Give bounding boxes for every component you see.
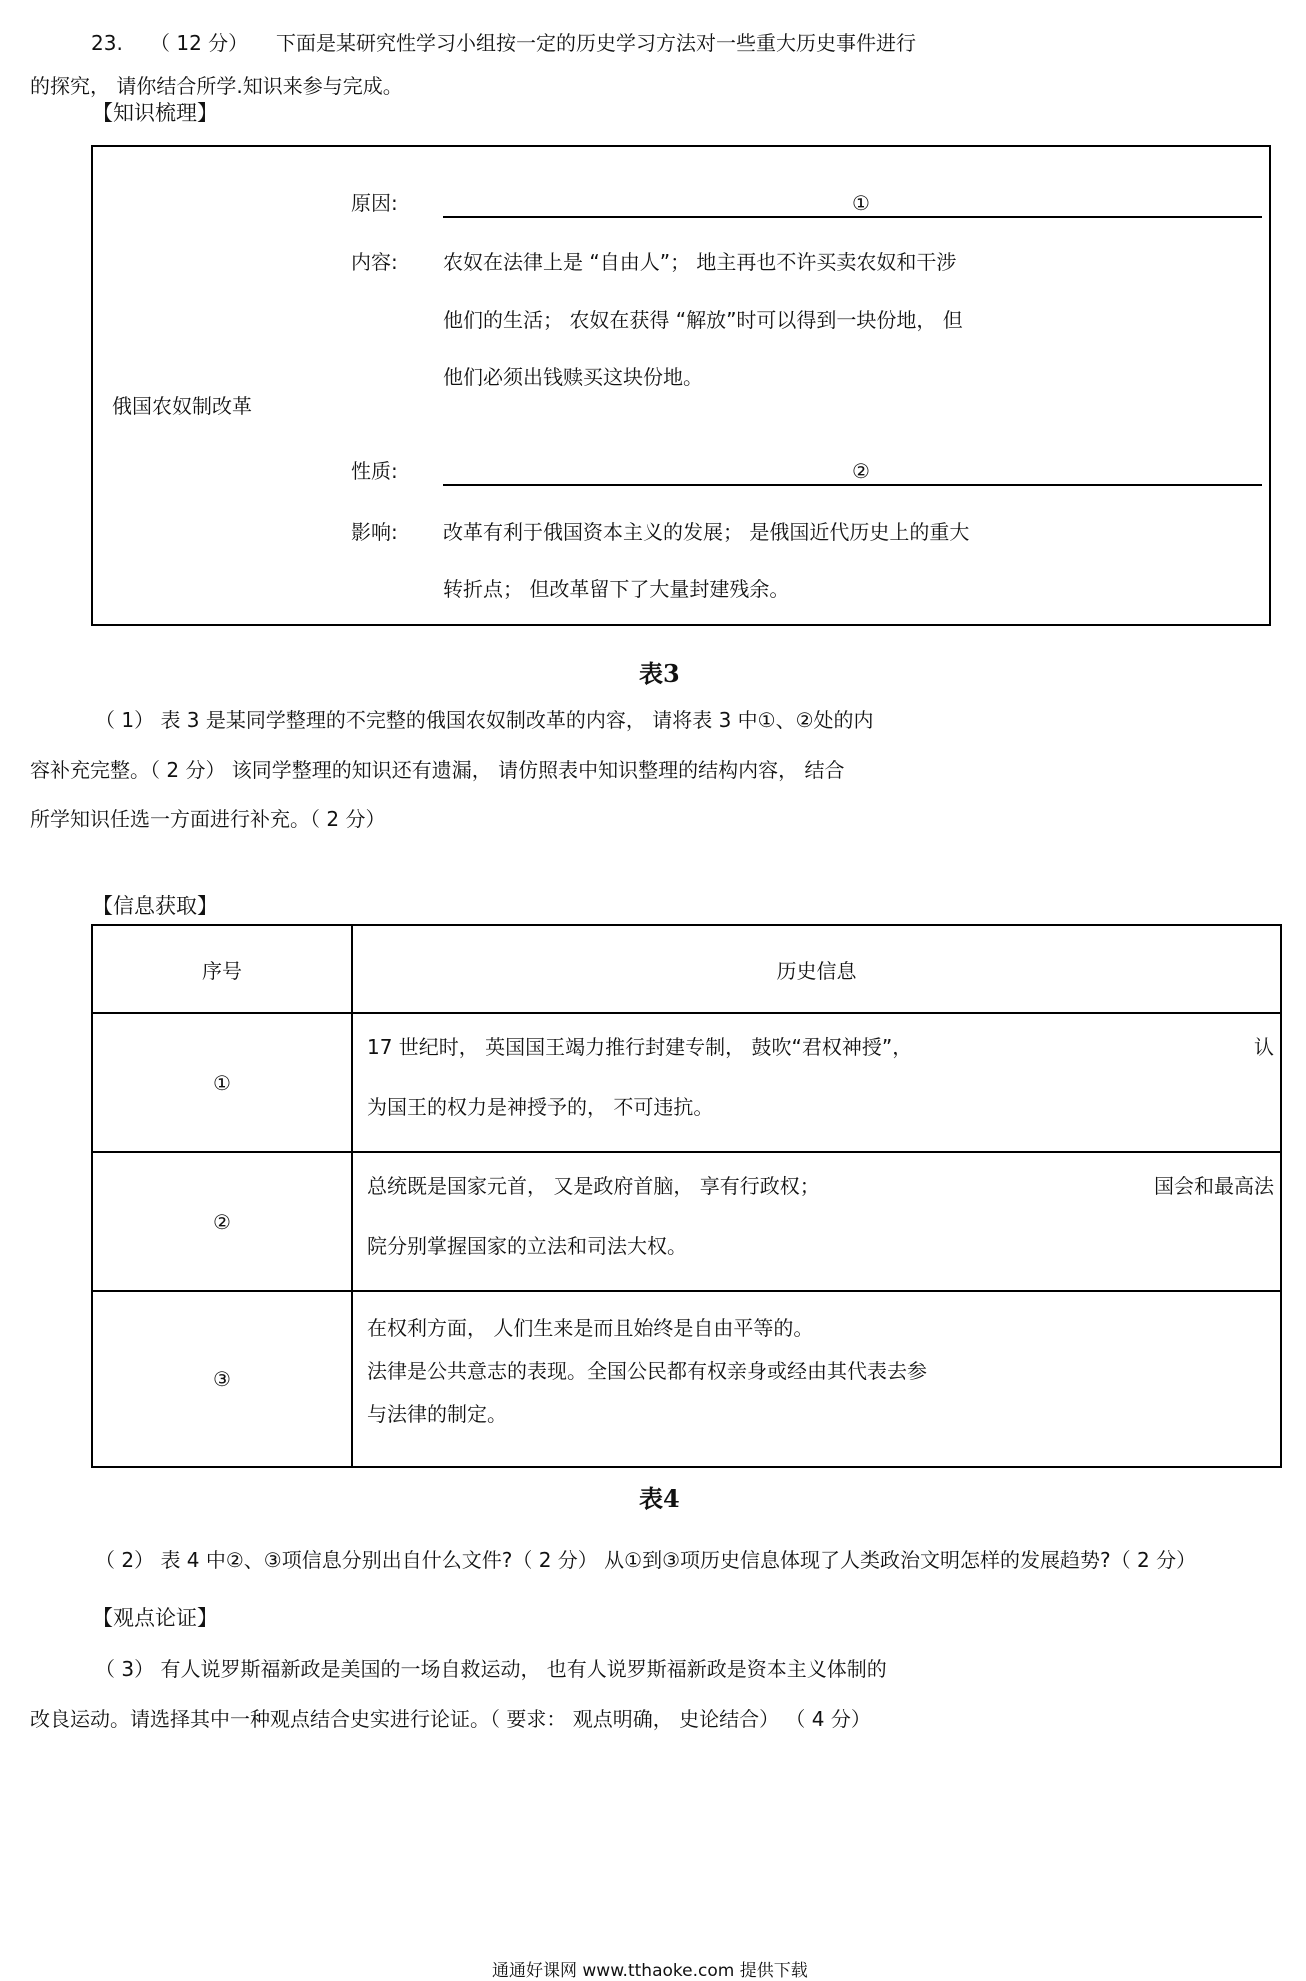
header-cell-no: 序号	[92, 925, 352, 1013]
impact-line2: 转折点； 但改革留下了大量封建残余。	[443, 577, 790, 601]
row1-line1-end: 认	[1254, 1035, 1274, 1059]
table-row	[92, 1013, 1281, 1152]
question-intro-line2: 的探究， 请你结合所学.知识来参与完成。	[30, 74, 403, 98]
impact-label: 影响:	[351, 520, 398, 544]
section-heading-argument: 【观点论证】	[92, 1606, 218, 1630]
row2-info	[352, 1152, 1281, 1291]
content-label: 内容:	[351, 250, 398, 274]
q1-line1: （ 1） 表 3 是某同学整理的不完整的俄国农奴制改革的内容， 请将表 3 中①、②处的内	[95, 708, 874, 732]
row1-line1: 17 世纪时， 英国国王竭力推行封建专制， 鼓吹“君权神授”，	[367, 1035, 913, 1059]
section-heading-info: 【信息获取】	[92, 894, 218, 918]
q1-line2: 容补充完整。（ 2 分） 该同学整理的知识还有遗漏， 请仿照表中知识整理的结构内容， 结合	[30, 758, 845, 782]
content-line2: 他们的生活； 农奴在获得 “解放”时可以得到一块份地， 但	[443, 308, 963, 332]
content-line3: 他们必须出钱赎买这块份地。	[443, 365, 703, 389]
question-number: 23.	[91, 31, 123, 55]
info-table	[91, 924, 1282, 1468]
question-intro-line1: 下面是某研究性学习小组按一定的历史学习方法对一些重大历史事件进行	[276, 31, 916, 55]
footer-text: 通通好课网 www.tthaoke.com 提供下载	[492, 1961, 808, 1981]
impact-line1: 改革有利于俄国资本主义的发展； 是俄国近代历史上的重大	[443, 520, 970, 544]
table-row	[92, 1152, 1281, 1291]
reason-label: 原因:	[351, 191, 398, 215]
header-cell-info: 历史信息	[352, 925, 1281, 1013]
info-table-header-row	[92, 925, 1281, 1013]
q3-line1: （ 3） 有人说罗斯福新政是美国的一场自救运动， 也有人说罗斯福新政是资本主义体制的	[95, 1657, 887, 1681]
row3-line1: 在权利方面， 人们生来是而且始终是自由平等的。	[367, 1316, 814, 1340]
nature-answer-line	[443, 484, 1262, 486]
row3-line3: 与法律的制定。	[367, 1402, 507, 1426]
table4-caption: 表4	[639, 1484, 680, 1513]
row1-line2: 为国王的权力是神授予的， 不可违抗。	[367, 1095, 714, 1119]
q3-line2: 改良运动。请选择其中一种观点结合史实进行论证。（ 要求： 观点明确， 史论结合） （ 4 分）	[30, 1707, 871, 1731]
row2-no: ②	[92, 1152, 352, 1291]
row1-info	[352, 1013, 1281, 1152]
reason-blank-marker: ①	[852, 191, 870, 215]
q2-line1: （ 2） 表 4 中②、③项信息分别出自什么文件?（ 2 分） 从①到③项历史信息体现了人类政治文明怎样的发展趋势?（ 2 分）	[95, 1548, 1197, 1572]
topic-label: 俄国农奴制改革	[112, 394, 252, 418]
question-score: （ 12 分）	[150, 31, 249, 55]
q1-line3: 所学知识任选一方面进行补充。（ 2 分）	[30, 807, 386, 831]
content-line1: 农奴在法律上是 “自由人”； 地主再也不许买卖农奴和干涉	[443, 250, 957, 274]
row2-line1-end: 国会和最高法	[1154, 1174, 1274, 1198]
nature-label: 性质:	[351, 459, 398, 483]
nature-blank-marker: ②	[852, 459, 870, 483]
table-row	[92, 1291, 1281, 1467]
row3-line2: 法律是公共意志的表现。全国公民都有权亲身或经由其代表去参	[367, 1359, 927, 1383]
table3-caption: 表3	[639, 659, 680, 688]
row3-no: ③	[92, 1291, 352, 1467]
row3-info	[352, 1291, 1281, 1467]
row2-line2: 院分别掌握国家的立法和司法大权。	[367, 1234, 687, 1258]
section-heading-knowledge: 【知识梳理】	[92, 101, 218, 125]
row1-no: ①	[92, 1013, 352, 1152]
reason-answer-line	[443, 216, 1262, 218]
row2-line1: 总统既是国家元首， 又是政府首脑， 享有行政权；	[367, 1174, 820, 1198]
